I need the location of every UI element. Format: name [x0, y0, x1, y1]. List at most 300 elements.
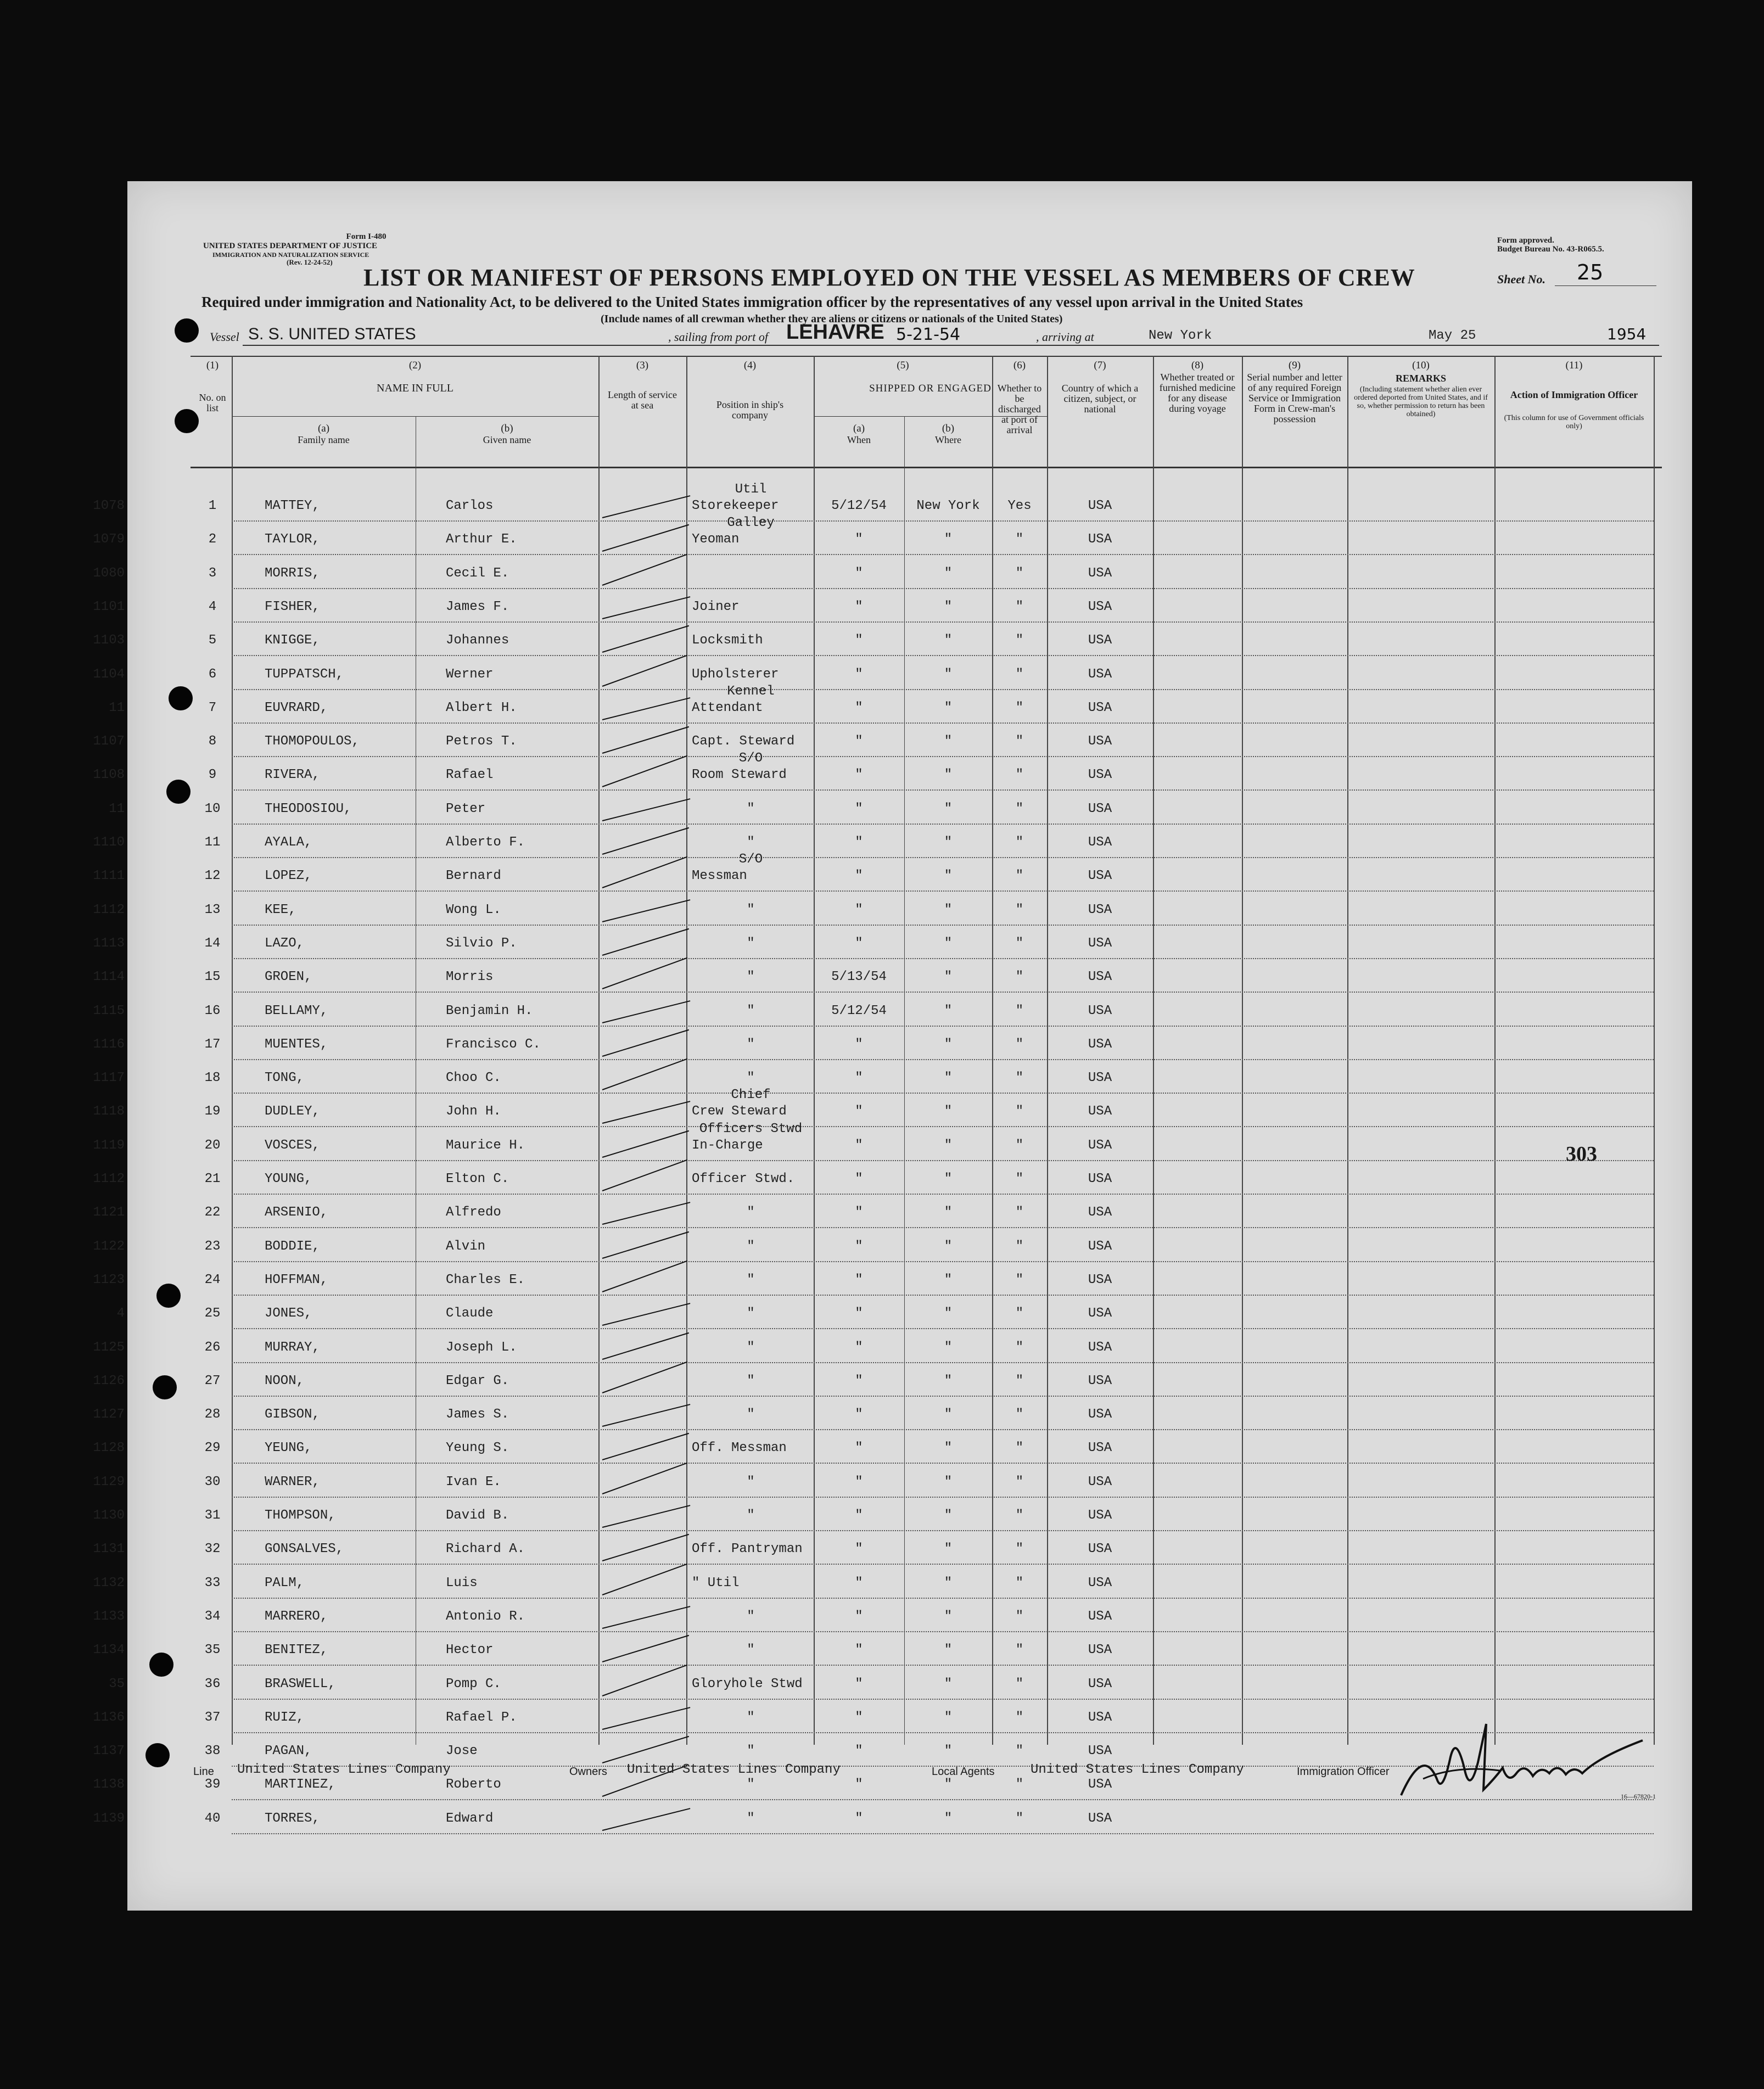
punch-hole — [175, 318, 199, 343]
row-position: Joiner — [692, 599, 740, 614]
row-discharge: " — [1015, 902, 1024, 917]
row-rule — [232, 1227, 1654, 1228]
crew-row — [93, 1027, 1692, 1061]
row-given-name: Edward — [446, 1811, 494, 1826]
row-list-number: 37 — [204, 1710, 221, 1725]
row-rule — [232, 824, 1654, 825]
col11-note: (This column for use of Government officials only) — [1504, 414, 1644, 430]
row-position: " — [747, 1777, 755, 1793]
row-list-number: 17 — [204, 1037, 221, 1052]
row-family-name: VOSCES, — [265, 1138, 320, 1153]
row-shipped-where: " — [944, 1037, 953, 1052]
row-family-name: TORRES, — [265, 1811, 320, 1826]
col2b-label: Given name — [483, 434, 531, 445]
crew-row — [93, 1566, 1692, 1599]
crew-row — [93, 926, 1692, 960]
row-shipped-when: " — [855, 1542, 863, 1557]
row-rule — [232, 1126, 1654, 1127]
crew-row — [93, 590, 1692, 623]
row-given-name: James F. — [446, 599, 509, 614]
service-length-mark — [602, 899, 691, 922]
row-family-name: RUIZ, — [265, 1710, 305, 1725]
row-country: USA — [1088, 1777, 1112, 1793]
row-shipped-where: " — [944, 1811, 953, 1826]
row-shipped-where: " — [944, 1542, 953, 1557]
row-ref-number: 1133 — [93, 1609, 125, 1624]
row-position: " — [747, 1239, 755, 1254]
row-shipped-where: " — [944, 1272, 953, 1287]
row-discharge: " — [1015, 1744, 1024, 1759]
row-discharge: " — [1015, 1710, 1024, 1725]
row-shipped-where: " — [944, 734, 953, 749]
row-position: " — [747, 1710, 755, 1725]
row-country: USA — [1088, 1003, 1112, 1018]
row-family-name: LOPEZ, — [265, 869, 312, 884]
row-shipped-where: " — [944, 1474, 953, 1489]
row-family-name: MARRERO, — [265, 1609, 328, 1624]
row-shipped-when: " — [855, 565, 863, 581]
print-code: 16—67820-1 — [1621, 1793, 1656, 1800]
row-shipped-when: " — [855, 1508, 863, 1523]
col8-label: Whether treated or furnished medicine for any disease during voyage — [1159, 372, 1236, 414]
row-discharge: " — [1015, 1272, 1024, 1287]
row-discharge: " — [1015, 936, 1024, 951]
row-position: " — [747, 1373, 755, 1388]
row-country: USA — [1088, 1138, 1112, 1153]
row-ref-number: 1115 — [93, 1003, 125, 1018]
punch-hole — [175, 409, 199, 433]
row-list-number: 15 — [204, 970, 221, 985]
row-ref-number: 1127 — [93, 1407, 125, 1422]
row-given-name: Hector — [446, 1643, 494, 1658]
row-shipped-when: " — [855, 1643, 863, 1658]
row-list-number: 6 — [208, 667, 217, 682]
row-shipped-where: " — [944, 667, 953, 682]
row-list-number: 36 — [204, 1676, 221, 1692]
col10-note: (Including statement whether alien ever ordered deported from United States, and if so, whether permission to return has been obtained) — [1354, 385, 1488, 418]
row-discharge: " — [1015, 633, 1024, 648]
row-list-number: 18 — [204, 1071, 221, 1086]
row-discharge: " — [1015, 1205, 1024, 1220]
row-discharge: " — [1015, 1575, 1024, 1590]
row-country: USA — [1088, 532, 1112, 547]
row-discharge: " — [1015, 667, 1024, 682]
row-list-number: 2 — [208, 532, 217, 547]
row-ref-number: 1134 — [93, 1643, 125, 1658]
col3-number: (3) — [636, 360, 649, 371]
row-shipped-when: " — [855, 1205, 863, 1220]
row-country: USA — [1088, 1239, 1112, 1254]
row-family-name: AYALA, — [265, 835, 312, 850]
row-given-name: Rafael P. — [446, 1710, 517, 1725]
crew-row — [109, 792, 1692, 825]
row-position: Gloryhole Stwd — [692, 1676, 803, 1692]
row-list-number: 16 — [204, 1003, 221, 1018]
row-country: USA — [1088, 1340, 1112, 1355]
row-country: USA — [1088, 1306, 1112, 1321]
row-country: USA — [1088, 801, 1112, 816]
service-length-mark — [602, 1606, 691, 1629]
row-list-number: 13 — [204, 902, 221, 917]
arrival-year: 1954 — [1607, 325, 1647, 343]
row-shipped-where: " — [944, 1306, 953, 1321]
row-position: Officer Stwd. — [692, 1172, 795, 1186]
service-length-mark — [602, 1404, 691, 1427]
row-shipped-when: " — [855, 1306, 863, 1321]
row-family-name: WARNER, — [265, 1474, 320, 1489]
row-given-name: Werner — [446, 667, 494, 682]
row-family-name: TUPPATSCH, — [265, 667, 344, 682]
service-length-mark — [602, 1361, 688, 1393]
row-shipped-where: " — [944, 1138, 953, 1153]
row-rule — [232, 1833, 1654, 1834]
row-family-name: PALM, — [265, 1575, 305, 1590]
row-shipped-when: " — [855, 1609, 863, 1624]
crew-row — [93, 1364, 1692, 1397]
row-list-number: 33 — [204, 1575, 221, 1590]
row-rule — [232, 1362, 1654, 1363]
service-length-mark — [602, 928, 689, 956]
row-ref-number: 1117 — [93, 1071, 125, 1086]
row-list-number: 12 — [204, 869, 221, 884]
row-ref-number: 11 — [109, 700, 125, 715]
row-discharge: " — [1015, 532, 1024, 547]
row-list-number: 26 — [204, 1340, 221, 1355]
col5a-label: When — [847, 434, 871, 445]
row-position: " — [747, 1340, 755, 1355]
crew-row — [116, 1296, 1692, 1330]
row-list-number: 11 — [204, 835, 221, 850]
col6-number: (6) — [1013, 360, 1026, 371]
row-country: USA — [1088, 1037, 1112, 1052]
row-family-name: BELLAMY, — [265, 1003, 328, 1018]
row-discharge: " — [1015, 1373, 1024, 1388]
row-list-number: 14 — [204, 936, 221, 951]
row-rule — [232, 958, 1654, 959]
row-shipped-where: " — [944, 532, 953, 547]
row-shipped-where: " — [944, 1340, 953, 1355]
row-position: " — [747, 1407, 755, 1422]
row-rule — [232, 756, 1654, 757]
form-number: Form I-480 — [346, 232, 387, 241]
row-shipped-when: 5/13/54 — [831, 970, 887, 985]
row-discharge: " — [1015, 768, 1024, 783]
col2b-number: (b) — [501, 423, 513, 434]
row-ref-number: 1101 — [93, 599, 125, 614]
row-discharge: " — [1015, 1138, 1024, 1153]
row-position: Attendant — [692, 700, 763, 715]
row-discharge: " — [1015, 1071, 1024, 1086]
row-country: USA — [1088, 970, 1112, 985]
row-family-name: GIBSON, — [265, 1407, 320, 1422]
row-family-name: BRASWELL, — [265, 1676, 336, 1692]
row-ref-number: 1113 — [93, 936, 125, 951]
row-position-line1: Kennel — [727, 684, 775, 699]
row-given-name: John H. — [446, 1104, 501, 1119]
service-length-mark — [602, 1707, 691, 1730]
form-title: LIST OR MANIFEST OF PERSONS EMPLOYED ON THE VESSEL AS MEMBERS OF CREW — [363, 264, 1415, 291]
row-position: " — [747, 936, 755, 951]
row-family-name: YOUNG, — [265, 1172, 312, 1186]
row-ref-number: 1107 — [93, 734, 125, 749]
row-list-number: 10 — [204, 801, 221, 816]
row-shipped-where: " — [944, 1508, 953, 1523]
row-ref-number: 1125 — [93, 1340, 125, 1355]
row-rule — [232, 1598, 1654, 1599]
crew-row — [93, 852, 1692, 892]
row-shipped-where: " — [944, 1373, 953, 1388]
col5-number: (5) — [897, 360, 909, 371]
row-ref-number: 1132 — [93, 1575, 125, 1590]
service-length-mark — [602, 1736, 689, 1763]
row-rule — [232, 1093, 1654, 1094]
row-discharge: " — [1015, 835, 1024, 850]
row-list-number: 34 — [204, 1609, 221, 1624]
row-shipped-where: " — [944, 1777, 953, 1793]
row-discharge: " — [1015, 1676, 1024, 1692]
row-country: USA — [1088, 1071, 1112, 1086]
row-family-name: ARSENIO, — [265, 1205, 328, 1220]
row-rule — [232, 1396, 1654, 1397]
row-shipped-when: " — [855, 1340, 863, 1355]
row-shipped-where: " — [944, 1441, 953, 1456]
row-given-name: Ivan E. — [446, 1474, 501, 1489]
row-ref-number: 1112 — [93, 1172, 125, 1186]
col5b-label: Where — [935, 434, 961, 445]
row-discharge: " — [1015, 1609, 1024, 1624]
service-length-mark — [602, 755, 688, 787]
row-position: " — [747, 1205, 755, 1220]
footer-line-value: United States Lines Company — [237, 1762, 451, 1777]
row-discharge: " — [1015, 700, 1024, 715]
row-rule — [232, 723, 1654, 724]
row-shipped-when: " — [855, 1407, 863, 1422]
punch-hole — [149, 1653, 173, 1677]
row-discharge: " — [1015, 1104, 1024, 1119]
row-shipped-where: " — [944, 902, 953, 917]
row-position: Messman — [692, 869, 747, 884]
row-ref-number: 1112 — [93, 902, 125, 917]
row-country: USA — [1088, 1205, 1112, 1220]
row-shipped-when: " — [855, 1710, 863, 1725]
row-position-line1: Util — [735, 482, 767, 497]
row-family-name: BODDIE, — [265, 1239, 320, 1254]
row-family-name: YEUNG, — [265, 1441, 312, 1456]
row-position: " — [747, 1643, 755, 1658]
row-ref-number: 1079 — [93, 532, 125, 547]
service-length-mark — [602, 596, 691, 619]
col9-number: (9) — [1288, 360, 1301, 371]
row-position: " — [747, 835, 755, 850]
row-country: USA — [1088, 1575, 1112, 1590]
sheet-number: 25 — [1577, 260, 1604, 284]
row-discharge: " — [1015, 970, 1024, 985]
footer-line-label: Line — [193, 1766, 214, 1778]
row-given-name: Peter — [446, 801, 486, 816]
row-rule — [232, 789, 1654, 791]
row-rule — [232, 1295, 1654, 1296]
row-discharge: " — [1015, 1172, 1024, 1186]
crew-row — [93, 1330, 1692, 1364]
row-list-number: 30 — [204, 1474, 221, 1489]
row-family-name: MARTINEZ, — [265, 1777, 336, 1793]
service-length-mark — [602, 1058, 688, 1090]
row-given-name: Carlos — [446, 499, 494, 513]
row-list-number: 27 — [204, 1373, 221, 1388]
row-ref-number: 1128 — [93, 1441, 125, 1456]
row-shipped-when: 5/12/54 — [831, 1003, 887, 1018]
row-list-number: 38 — [204, 1744, 221, 1759]
row-position: " — [747, 1071, 755, 1086]
officer-signature — [1390, 1713, 1648, 1806]
row-discharge: " — [1015, 869, 1024, 884]
service: IMMIGRATION AND NATURALIZATION SERVICE — [212, 251, 369, 259]
row-family-name: PAGAN, — [265, 1744, 312, 1759]
service-length-mark — [602, 1505, 691, 1528]
row-given-name: Maurice H. — [446, 1138, 525, 1153]
row-shipped-where: " — [944, 1609, 953, 1624]
row-given-name: Rafael — [446, 768, 494, 783]
row-rule — [232, 1328, 1654, 1329]
crew-row — [93, 1061, 1692, 1094]
row-country: USA — [1088, 1643, 1112, 1658]
row-ref-number: 1126 — [93, 1373, 125, 1388]
col5-label: SHIPPED OR ENGAGED — [869, 383, 992, 394]
row-shipped-when: " — [855, 1172, 863, 1186]
row-given-name: Francisco C. — [446, 1037, 541, 1052]
row-shipped-when: " — [855, 1037, 863, 1052]
row-country: USA — [1088, 1104, 1112, 1119]
row-shipped-where: " — [944, 1676, 953, 1692]
row-position: " — [747, 1811, 755, 1826]
row-list-number: 22 — [204, 1205, 221, 1220]
row-given-name: Albert H. — [446, 700, 517, 715]
row-family-name: GROEN, — [265, 970, 312, 985]
col1-number: (1) — [206, 360, 219, 371]
margin-note: 303 — [1566, 1142, 1597, 1166]
row-position-line1: Galley — [727, 516, 775, 531]
sailing-port: LEHAVRE — [786, 321, 884, 344]
row-discharge: " — [1015, 1777, 1024, 1793]
row-ref-number: 1110 — [93, 835, 125, 850]
row-shipped-where: " — [944, 1205, 953, 1220]
row-discharge: Yes — [1007, 499, 1032, 513]
row-ref-number: 1139 — [93, 1811, 125, 1826]
row-position: " Util — [692, 1575, 740, 1590]
row-given-name: Antonio R. — [446, 1609, 525, 1624]
punch-hole — [156, 1284, 181, 1308]
service-length-mark — [602, 726, 689, 754]
row-list-number: 40 — [204, 1811, 221, 1826]
crew-row — [93, 825, 1692, 859]
row-list-number: 29 — [204, 1441, 221, 1456]
row-country: USA — [1088, 1172, 1112, 1186]
row-country: USA — [1088, 1710, 1112, 1725]
row-ref-number: 11 — [109, 801, 125, 816]
row-list-number: 23 — [204, 1239, 221, 1254]
row-position: " — [747, 1744, 755, 1759]
service-length-mark — [602, 798, 691, 821]
row-given-name: Wong L. — [446, 902, 501, 917]
crew-row — [93, 516, 1692, 556]
row-country: USA — [1088, 1542, 1112, 1557]
row-list-number: 9 — [208, 768, 217, 783]
arriving-port: New York — [1149, 328, 1212, 343]
row-position: " — [747, 902, 755, 917]
row-rule — [232, 1530, 1654, 1531]
row-family-name: MURRAY, — [265, 1340, 320, 1355]
row-discharge: " — [1015, 599, 1024, 614]
footer-owners-label: Owners — [569, 1766, 607, 1778]
row-family-name: THEODOSIOU, — [265, 801, 352, 816]
row-shipped-where: " — [944, 1575, 953, 1590]
row-country: USA — [1088, 1811, 1112, 1826]
row-rule — [232, 857, 1654, 858]
row-rule — [232, 1026, 1654, 1027]
row-ref-number: 1136 — [93, 1710, 125, 1725]
footer-agents-label: Local Agents — [932, 1766, 995, 1778]
row-family-name: FISHER, — [265, 599, 320, 614]
row-rule — [232, 992, 1654, 993]
service-length-mark — [602, 1534, 689, 1561]
service-length-mark — [602, 957, 688, 989]
vessel-name: S. S. UNITED STATES — [248, 325, 416, 343]
crew-row — [93, 1121, 1692, 1162]
punch-hole — [145, 1743, 170, 1767]
crew-row — [109, 684, 1692, 724]
service-length-mark — [602, 1130, 689, 1157]
row-family-name: KNIGGE, — [265, 633, 320, 648]
form-approved: Form approved. — [1497, 236, 1554, 245]
row-family-name: TAYLOR, — [265, 532, 320, 547]
row-list-number: 19 — [204, 1104, 221, 1119]
row-ref-number: 1116 — [93, 1037, 125, 1052]
crew-row — [93, 1162, 1692, 1195]
row-shipped-when: " — [855, 1744, 863, 1759]
row-country: USA — [1088, 1508, 1112, 1523]
footer-owners-value: United States Lines Company — [627, 1762, 841, 1777]
row-list-number: 39 — [204, 1777, 221, 1793]
row-position: Locksmith — [692, 633, 763, 648]
col9-label: Serial number and letter of any required Foreign Service or Immigration Form in Crew-man's possession — [1247, 372, 1342, 424]
crew-row — [93, 482, 1692, 522]
row-ref-number: 1123 — [93, 1272, 125, 1287]
col10-number: (10) — [1412, 360, 1430, 371]
crew-row — [93, 657, 1692, 691]
row-rule — [232, 588, 1654, 589]
service-length-mark — [602, 1635, 689, 1662]
row-shipped-when: " — [855, 768, 863, 783]
crew-row — [93, 994, 1692, 1027]
crew-row — [93, 1465, 1692, 1498]
row-rule — [232, 925, 1654, 926]
row-discharge: " — [1015, 1407, 1024, 1422]
row-discharge: " — [1015, 801, 1024, 816]
row-shipped-when: " — [855, 1373, 863, 1388]
row-given-name: Luis — [446, 1575, 478, 1590]
row-rule — [232, 1497, 1654, 1498]
row-shipped-where: " — [944, 970, 953, 985]
row-shipped-when: " — [855, 801, 863, 816]
row-family-name: MORRIS, — [265, 565, 320, 581]
col5a-number: (a) — [853, 423, 865, 434]
arrival-date: May 25 — [1429, 328, 1476, 343]
crew-row — [109, 1667, 1692, 1700]
service-length-mark — [602, 1664, 688, 1696]
col2-number: (2) — [408, 360, 422, 371]
row-given-name: Joseph L. — [446, 1340, 517, 1355]
row-position: Storekeeper — [692, 499, 779, 513]
